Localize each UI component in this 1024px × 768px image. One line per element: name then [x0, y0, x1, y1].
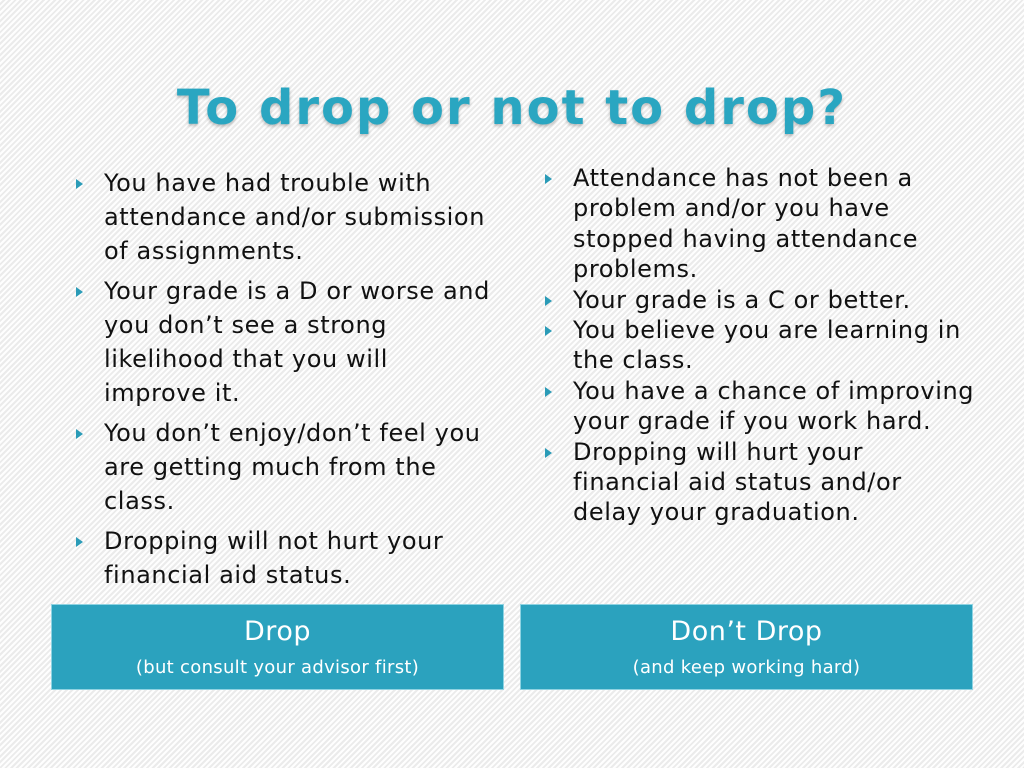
bullet-text: You have a chance of improving your grade if you work hard.: [573, 376, 975, 436]
list-item: [545, 315, 975, 376]
arrow-right-icon: [545, 326, 552, 336]
drop-label: Drop: [244, 616, 311, 647]
bullet-text: You have had trouble with attendance and/or submission of assignments.: [104, 169, 486, 265]
list-item: [76, 416, 496, 518]
list-item: [545, 437, 975, 528]
list-item: [545, 285, 975, 315]
arrow-right-icon: [76, 179, 83, 189]
drop-label-box: [51, 604, 504, 690]
bullet-text: You believe you are learning in the class.: [573, 316, 961, 375]
list-item: [76, 166, 496, 268]
bullet-text: Dropping will hurt your financial aid status and/or delay your graduation.: [573, 437, 902, 527]
arrow-right-icon: [545, 174, 552, 184]
list-item: [76, 524, 496, 592]
dont-drop-label: Don’t Drop: [670, 616, 823, 647]
slide-title: To drop or not to drop?: [176, 80, 848, 137]
arrow-right-icon: [545, 448, 552, 458]
dont-drop-label-box: [520, 604, 973, 690]
bullet-text: Your grade is a D or worse and you don’t see a strong likelihood that you will improve it.: [104, 277, 490, 407]
list-item: [545, 163, 975, 285]
arrow-right-icon: [76, 429, 83, 439]
bullet-text: You don’t enjoy/don’t feel you are getting much from the class.: [104, 419, 481, 515]
drop-reasons-list: [76, 166, 496, 598]
arrow-right-icon: [76, 537, 83, 547]
arrow-right-icon: [76, 287, 83, 297]
list-item: [545, 376, 975, 437]
drop-sublabel: (but consult your advisor first): [135, 657, 420, 678]
dont-drop-sublabel: (and keep working hard): [632, 657, 861, 678]
arrow-right-icon: [545, 296, 552, 306]
dont-drop-reasons-list: [545, 163, 975, 528]
bullet-text: Attendance has not been a problem and/or you have stopped having attendance problems.: [573, 164, 919, 284]
arrow-right-icon: [545, 387, 552, 397]
list-item: [76, 274, 496, 410]
bullet-text: Dropping will not hurt your financial aid status.: [104, 527, 444, 589]
bullet-text: Your grade is a C or better.: [573, 285, 911, 314]
